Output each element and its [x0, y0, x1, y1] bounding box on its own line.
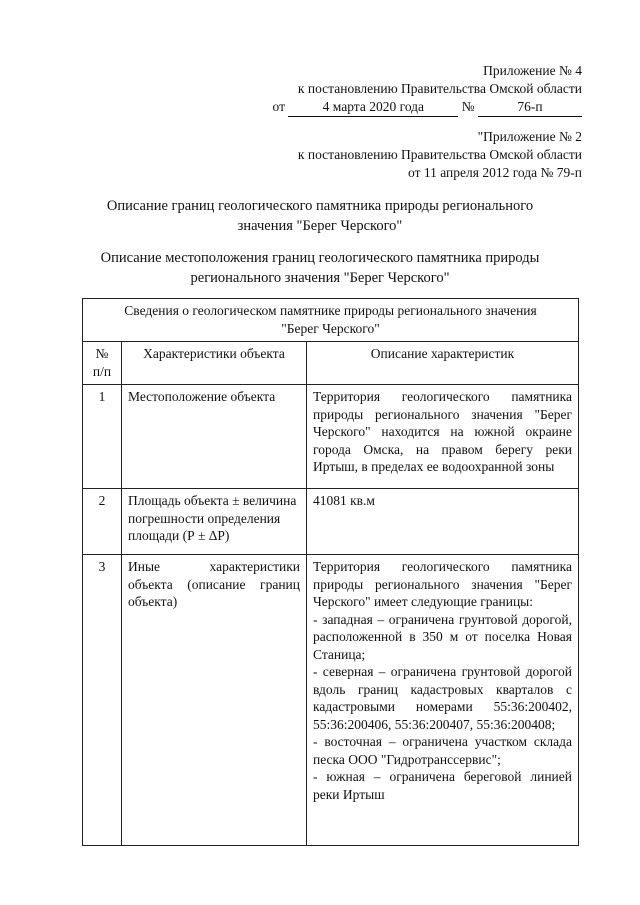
resolution-number: 76-п — [478, 98, 582, 117]
appendix-4-header — [273, 62, 583, 117]
row-characteristic: Площадь объекта ± величина погрешности определения площади (Р ± ΔР) — [122, 489, 307, 555]
row-number: 3 — [83, 555, 122, 846]
row-characteristic: Иные характеристики объекта (описание границ объекта) — [122, 555, 307, 846]
column-header-characteristics: Характеристики объекта — [122, 342, 307, 385]
number-sign: № — [461, 99, 475, 114]
table-caption — [83, 299, 579, 342]
column-header-number: № п/п — [83, 342, 122, 385]
boundary-south: - южная – ограничена береговой линией реки Иртыш — [313, 769, 572, 802]
row-characteristic: Местоположение объекта — [122, 385, 307, 489]
appendix-4-date-line — [273, 98, 583, 117]
monument-info-table — [82, 298, 579, 846]
table-row — [83, 489, 579, 555]
row-number: 1 — [83, 385, 122, 489]
document-title-line: Описание границ геологического памятника природы регионального — [106, 198, 534, 214]
boundary-north: - северная – ограничена грунтовой дорогой вдоль границ кадастровых кварталов с кадастровыми номерами 55:36:200402, 55:36:200406, 55:36:200407, 55:36:200408; — [313, 664, 572, 732]
from-label: от — [272, 99, 285, 114]
row-description: 41081 кв.м — [307, 489, 579, 555]
table-row — [83, 555, 579, 846]
appendix-2-resolution: к постановлению Правительства Омской области — [297, 147, 582, 162]
table-caption-row — [83, 299, 579, 342]
section-title-line: регионального значения "Берег Черского" — [190, 270, 450, 286]
boundary-west: - западная – ограничена грунтовой дорогой, расположенной в 350 м от поселка Новая Станица; — [313, 611, 572, 662]
document-title — [60, 196, 580, 236]
section-title — [60, 248, 580, 288]
row-number: 2 — [83, 489, 122, 555]
resolution-date: 4 марта 2020 года — [288, 98, 458, 117]
table-caption-line: Сведения о геологическом памятнике природы регионального значения — [124, 303, 537, 318]
appendix-4-title: Приложение № 4 — [483, 63, 582, 78]
appendix-2-title: "Приложение № 2 — [477, 129, 582, 144]
boundary-east: - восточная – ограничена участком склада песка ООО "Гидротранссервис"; — [313, 734, 572, 767]
row-description — [307, 555, 579, 846]
column-header-description: Описание характеристик — [307, 342, 579, 385]
appendix-4-resolution: к постановлению Правительства Омской области — [297, 81, 582, 96]
table-caption-line: "Берег Черского" — [281, 320, 380, 336]
section-title-line: Описание местоположения границ геологического памятника природы — [100, 250, 540, 266]
document-title-line: значения "Берег Черского" — [237, 218, 403, 234]
boundary-intro: Территория геологического памятника природы регионального значения "Берег Черского" имеет следующие границы: — [313, 559, 572, 609]
table-row — [83, 385, 579, 489]
row-description: Территория геологического памятника природы регионального значения "Берег Черского" находится на южной окраине города Омска, на правом берегу реки Иртыш, в пределах ее водоохранной зоны — [307, 385, 579, 489]
appendix-2-header — [298, 128, 582, 182]
table-header-row — [83, 342, 579, 385]
appendix-2-date: от 11 апреля 2012 года № 79-п — [408, 165, 582, 180]
